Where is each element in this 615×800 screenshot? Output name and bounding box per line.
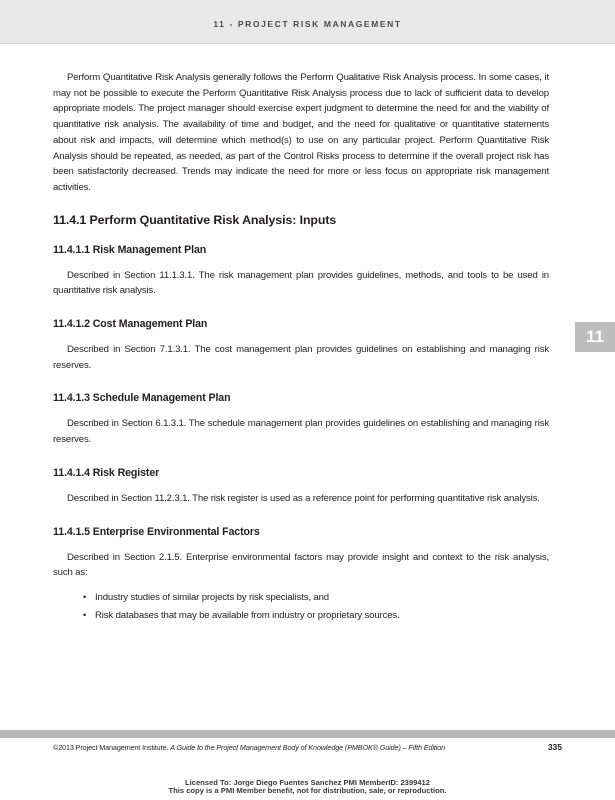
license-line: Licensed To: Jorge Diego Fuentes Sanchez PMI MemberID: 2399412 (184, 778, 431, 787)
subsection-heading: 11.4.1.1 Risk Management Plan (53, 243, 207, 256)
license-notice (0, 779, 615, 796)
subsection-text: Described in Section 11.1.3.1. The risk management plan provides guidelines, methods, and tools to be used in quantitative risk analysis. (53, 269, 549, 297)
chapter-title: 11 - PROJECT RISK MANAGEMENT (213, 19, 402, 29)
subsection-text: Described in Section 6.1.3.1. The schedule management plan provides guidelines on establishing and managing risk reserves. (53, 418, 549, 446)
footer-divider (0, 730, 615, 738)
bullet-list (53, 589, 549, 625)
page-number: 335 (547, 742, 562, 752)
list-item (83, 607, 549, 625)
list-item-text: Risk databases that may be available from industry or proprietary sources. (95, 609, 400, 621)
footer-citation (53, 743, 445, 752)
license-line: This copy is a PMI Member benefit, not for distribution, sale, or reproduction. (168, 786, 447, 796)
subsection-text: Described in Section 7.1.3.1. The cost management plan provides guidelines on establishing and managing risk reserves. (53, 344, 549, 371)
guide-title: A Guide to the Project Management Body of Knowledge (PMBOK® Guide) – Fifth Edition (170, 743, 446, 752)
list-item-text: Industry studies of similar projects by risk specialists, and (95, 591, 329, 603)
bullet-icon: • (83, 591, 87, 603)
intro-paragraph: Perform Quantitative Risk Analysis generally follows the Perform Qualitative Risk Analysis process. In some cases, it may not be possible to execute the Perform Quantitative Risk Analysis process due to lack of sufficient data to develop appropriate models. The project manager should exercise expert judgment to determine the need for and the viability of quantitative risk analysis. The availability of time and budget, and the need for qualitative or quantitative statements about risk and impacts, will determine which method(s) to use on any particular project. Perform Quantitative Risk Analysis should be repeated, as needed, as part of the Control Risks process to determine if the overall project risk has been satisfactorily decreased. Trends may indicate the need for more or less focus on appropriate risk management activities. (53, 72, 549, 193)
subsection-text: Described in Section 11.2.3.1. The risk register is used as a reference point for performing quantitative risk analysis. (67, 492, 540, 504)
bullet-icon: • (83, 609, 87, 621)
page-header (0, 0, 615, 44)
copyright-text: ©2013 Project Management Institute. (53, 743, 169, 752)
subsection-heading: 11.4.1.3 Schedule Management Plan (53, 392, 231, 405)
subsection-heading: 11.4.1.5 Enterprise Environmental Factors (53, 525, 260, 538)
list-item (83, 589, 549, 607)
subsection-text: Described in Section 2.1.5. Enterprise environmental factors may provide insight and context to the risk analysis, such as: (53, 551, 549, 579)
section-heading: 11.4.1 Perform Quantitative Risk Analysis: Inputs (53, 212, 337, 227)
page-content (53, 70, 549, 625)
chapter-tab: 11 (575, 322, 615, 352)
subsection-heading: 11.4.1.2 Cost Management Plan (53, 318, 208, 331)
subsection-heading: 11.4.1.4 Risk Register (53, 466, 160, 479)
